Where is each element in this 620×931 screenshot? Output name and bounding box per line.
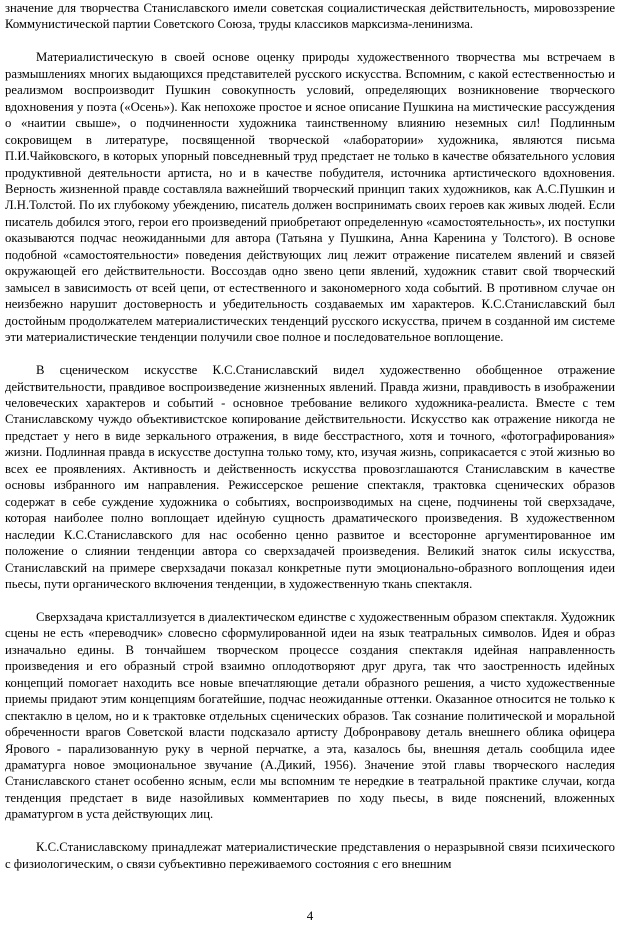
paragraph-gap — [5, 346, 615, 363]
paragraph-2: Материалистическую в своей основе оценку природы художественного творчества мы встречаем в размышлениях многих выдающихся представителей русского искусства. Вспомним, с какой естественностью и реализмом воспроизводит Пушкин совокупность условий, определяющих возникновение творческого вдохновения у поэта («Осень»). Как непохоже простое и ясное описание Пушкина на мистические рассуждения о «наитии свыше», о подчиненности художника таинственному влиянию неземных сил! Подлинным сокровищем в литературе, посвященной творческой «лаборатории» художника, являются письма П.И.Чайковского, в которых упорный повседневный труд предстает не только в качестве обязательного условия продуктивной деятельности артиста, но и в качестве побудителя, источника артистического вдохновения. Верность жизненной правде составляла важнейший творческий принцип таких художников, как А.С.Пушкин и Л.Н.Толстой. По их глубокому убеждению, писатель должен воспринимать своих героев как живых людей. Если писатель добился этого, герои его произведений приобретают определенную «самостоятельность», их поступки оказываются подчас неожиданными для автора (Татьяна у Пушкина, Анна Каренина у Толстого). В основе подобной «самостоятельности» поведения действующих лиц лежит отражение писателем явлений и связей окружающей его действительности. Воссоздав одно звено цепи явлений, художник ставит свой творческий замысел в зависимость от всей цепи, от естественного и закономерного хода событий. В противном случае он неизбежно нарушит достоверность и убедительность создаваемых им характеров. К.С.Станиславский был достойным продолжателем материалистических тенденций русского искусства, причем в созданной им системе эти материалистические тенденции получили свое полное и последовательное воплощение. — [5, 50, 615, 345]
page-number: 4 — [306, 908, 314, 923]
paragraph-gap — [5, 33, 615, 50]
paragraph-3: В сценическом искусстве К.С.Станиславский видел художественно обобщенное отражение действительности, правдивое воспроизведение жизненных явлений. Правда жизни, правдивость в изображении человеческих характеров и событий - основное требование великого художника-реалиста. Вместе с тем Станиславскому чуждо объективистское копирование действительности. Искусство как отражение никогда не предстает у него в виде зеркального отражения, в виде бесстрастного, хотя и точного, «фотографирования» жизни. Подлинная правда в искусстве доступна только тому, кто, изучая жизнь, соприкасается с этой жизнью во всех ее проявлениях. Активность и действенность искусства провозглашаются Станиславским в качестве основы избранного им направления. Режиссерское решение спектакля, трактовка сценических образов содержат в себе суждение художника о событиях, воспроизводимых на сцене, подчинены той сверхзадаче, которая наиболее полно воплощает идейную сущность драматического произведения. В художественном наследии К.С.Станиславского для нас особенно ценно развитое и всесторонне аргументированное им положение о слиянии тенденции автора со сверхзадачей произведения. Великий знаток силы искусства, Станиславский на примере сверхзадачи показал конкретные пути эмоционально-образного воплощения идеи пьесы, пути органического включения тенденции, в художественную ткань спектакля. — [5, 363, 615, 591]
paragraph-gap — [5, 592, 615, 609]
paragraph-4: Сверхзадача кристаллизуется в диалектическом единстве с художественным образом спектакля. Художник сцены не есть «переводчик» словесно сформулированной идеи на язык театральных символов. Идея и образ изначально едины. В тончайшем творческом процессе создания спектакля идейная направленность произведения и его образный строй взаимно оплодотворяют друг друга, так что заостренность идейных концепций помогает находить все новые впечатляющие детали образного решения, а чисто художественные приемы придают этим концепциям богатейшие, подчас неожиданные оттенки. Оказанное относится не только к спектаклю в целом, но и к трактовке отдельных сценических образов. Так сознание политической и моральной обреченности врагов Советской власти подсказало артисту Добронравову деталь внешнего облика офицера Ярового - парализованную руку в черной перчатке, а эта, казалось бы, внешняя деталь сообщила идее драматурга новое эмоциональное звучание (А.Дикий, 1956). Значение этой главы творческого наследия Станиславского станет особенно ясным, если мы вспомним те нередкие в театральной практике случаи, когда тенденция предстает в виде назойливых комментариев по ходу пьесы, в виде пояснений, вложенных драматургом в уста действующих лиц. — [5, 609, 615, 822]
paragraph-1: значение для творчества Станиславского имели советская социалистическая действительность, мировоззрение Коммунистической партии Советского Союза, труды классиков марксизма-ленинизма. — [5, 1, 615, 32]
paragraph-5: К.С.Станиславскому принадлежат материалистические представления о неразрывной связи психического с физиологическим, о связи субъективно переживаемого состояния с его внешним — [5, 840, 615, 871]
paragraph-gap — [5, 823, 615, 840]
